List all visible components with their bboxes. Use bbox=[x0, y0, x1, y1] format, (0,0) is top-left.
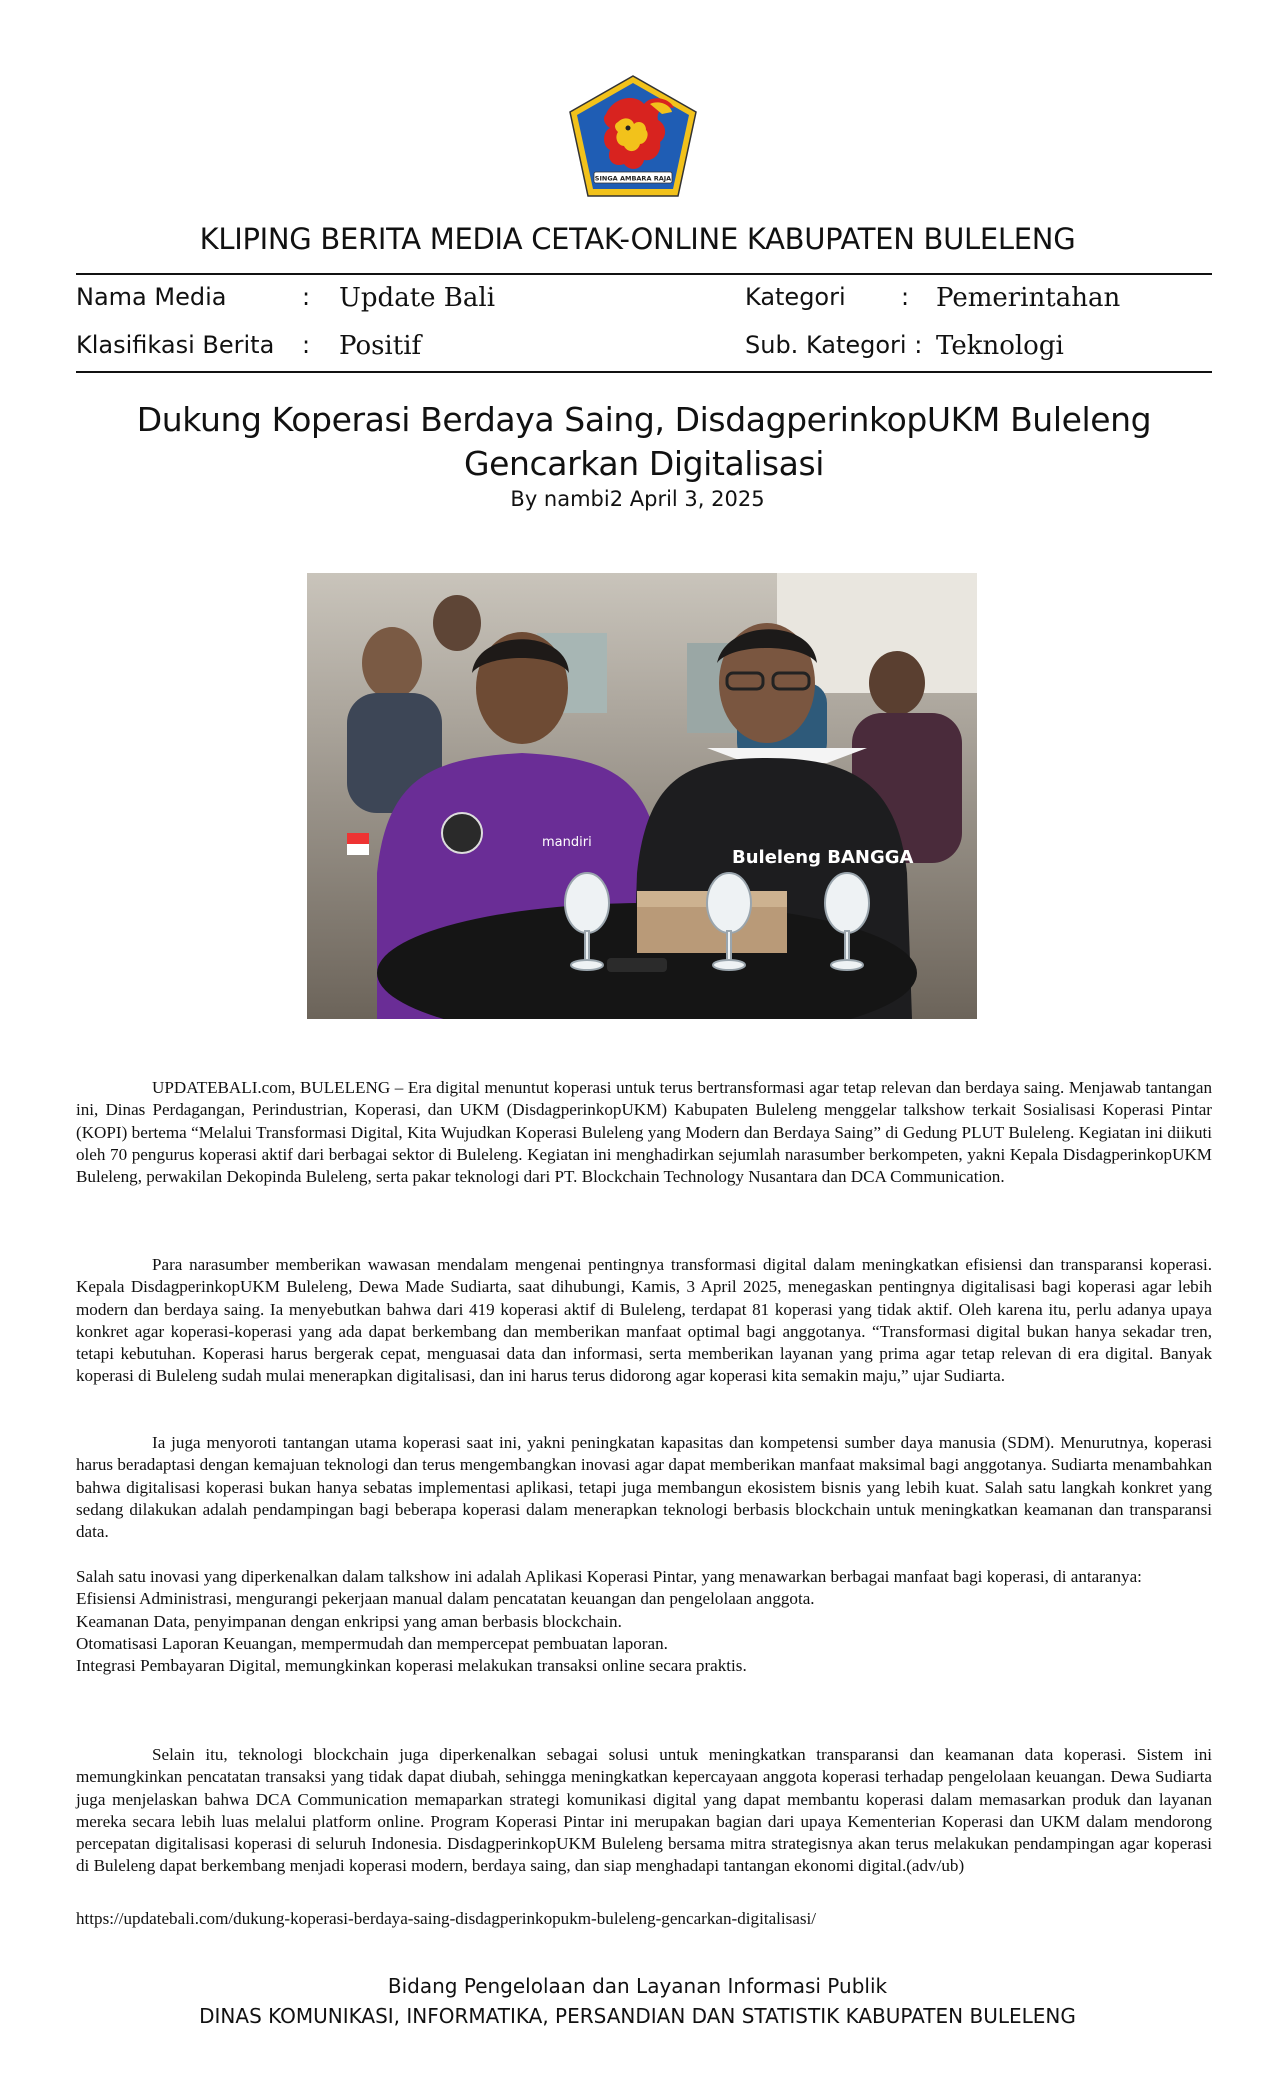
headline-line-1: Dukung Koperasi Berdaya Saing, DisdagperinkopUKM Buleleng bbox=[136, 400, 1152, 439]
photo-shirt-logo: mandiri bbox=[542, 835, 592, 850]
divider-bottom bbox=[76, 371, 1212, 373]
kategori-value: Pemerintahan bbox=[936, 283, 1121, 313]
article-photo bbox=[307, 573, 977, 1019]
paragraph-text: UPDATEBALI.com, BULELENG – Era digital menuntut koperasi untuk terus bertransformasi agar tetap relevan dan berdaya saing. Menjawab tantangan ini, Dinas Perdagangan, Perindustrian, Koperasi, dan UKM (DisdagperinkopUKM) Kabupaten Buleleng menggelar talkshow terkait Sosialisasi Koperasi Pintar (KOPI) bertema “Melalui Transformasi Digital, Kita Wujudkan Koperasi Buleleng yang Modern dan Berdaya Saing” di Gedung PLUT Buleleng. Kegiatan ini diikuti oleh 70 pengurus koperasi aktif dari berbagai sektor di Buleleng. Kegiatan ini menghadirkan sejumlah narasumber berkompeten, yakni Kepala DisdagperinkopUKM Buleleng, perwakilan Dekopinda Buleleng, serta pakar teknologi dari PT. Blockchain Technology Nusantara dan DCA Communication. bbox=[76, 1078, 1212, 1187]
article-paragraph-4 bbox=[76, 1566, 1212, 1677]
article-paragraph-5 bbox=[76, 1744, 1212, 1878]
list-item: Efisiensi Administrasi, mengurangi pekerjaan manual dalam pencatatan keuangan dan pengelolaan anggota. bbox=[76, 1589, 815, 1609]
paragraph-text: Ia juga menyoroti tantangan utama koperasi saat ini, yakni peningkatan kapasitas dan kompetensi sumber daya manusia (SDM). Menurutnya, koperasi harus beradaptasi dengan kemajuan teknologi dan terus mengembangkan inovasi agar dapat memberikan manfaat maksimal bagi anggotanya. Sudiarta menambahkan bahwa digitalisasi koperasi bukan hanya sebatas implementasi aplikasi, tetapi juga membangun ekosistem bisnis yang lebih kuat. Salah satu langkah konkret yang sedang dilakukan adalah pendampingan bagi beberapa koperasi dalam menerapkan teknologi berbasis blockchain untuk meningkatkan keamanan dan transparansi data. bbox=[76, 1433, 1212, 1542]
source-url[interactable]: https://updatebali.com/dukung-koperasi-berdaya-saing-disdagperinkopukm-buleleng-gencarkan-digitalisasi/ bbox=[76, 1909, 817, 1928]
klasifikasi-label: Klasifikasi Berita bbox=[76, 331, 275, 359]
colon: : bbox=[302, 283, 311, 311]
emblem-motto: SINGA AMBARA RAJA bbox=[594, 174, 672, 183]
article-paragraph-2 bbox=[76, 1254, 1212, 1388]
kategori-label: Kategori bbox=[745, 283, 846, 311]
masthead-title: KLIPING BERITA MEDIA CETAK-ONLINE KABUPATEN BULELENG bbox=[199, 222, 1076, 256]
colon: : bbox=[302, 331, 311, 359]
klasifikasi-value: Positif bbox=[339, 331, 422, 361]
footer-agency: DINAS KOMUNIKASI, INFORMATIKA, PERSANDIAN DAN STATISTIK KABUPATEN BULELENG bbox=[199, 2004, 1076, 2028]
article-paragraph-1 bbox=[76, 1077, 1212, 1188]
list-item: Keamanan Data, penyimpanan dengan enkripsi yang aman berbasis blockchain. bbox=[76, 1611, 622, 1631]
photo-shirt-text: Buleleng BANGGA bbox=[732, 847, 914, 868]
headline-line-2: Gencarkan Digitalisasi bbox=[463, 444, 825, 483]
divider-top bbox=[76, 273, 1212, 275]
colon: : bbox=[901, 283, 910, 311]
media-label: Nama Media bbox=[76, 283, 227, 311]
article-byline: By nambi2 April 3, 2025 bbox=[510, 487, 765, 511]
paragraph-text: Selain itu, teknologi blockchain juga diperkenalkan sebagai solusi untuk meningkatkan transparansi dan keamanan data koperasi. Sistem ini memungkinkan pencatatan transaksi yang tidak dapat diubah, sehingga meningkatkan kepercayaan anggota koperasi terhadap pengelolaan keuangan. Dewa Sudiarta juga menjelaskan bahwa DCA Communication memaparkan strategi komunikasi digital yang dapat membantu koperasi dalam memasarkan produk dan layanan mereka secara lebih luas melalui platform online. Program Koperasi Pintar ini merupakan bagian dari upaya Kementerian Koperasi dan UKM dalam mendorong percepatan digitalisasi koperasi di seluruh Indonesia. DisdagperinkopUKM Buleleng bersama mitra strategisnya akan terus melakukan pendampingan agar koperasi di Buleleng dapat berkembang menjadi koperasi modern, berdaya saing, dan siap menghadapi tantangan ekonomi digital.(adv/ub) bbox=[76, 1745, 1212, 1876]
article-paragraph-3 bbox=[76, 1432, 1212, 1543]
media-value: Update Bali bbox=[339, 283, 496, 313]
footer-division: Bidang Pengelolaan dan Layanan Informasi Publik bbox=[387, 1974, 888, 1998]
article-headline bbox=[76, 398, 1212, 486]
buleleng-emblem bbox=[566, 74, 700, 200]
list-item: Otomatisasi Laporan Keuangan, mempermudah dan mempercepat pembuatan laporan. bbox=[76, 1633, 668, 1653]
paragraph-text: Salah satu inovasi yang diperkenalkan dalam talkshow ini adalah Aplikasi Koperasi Pintar, yang menawarkan berbagai manfaat bagi koperasi, di antaranya: bbox=[76, 1567, 1142, 1586]
subkategori-label: Sub. Kategori : bbox=[745, 331, 923, 359]
subkategori-value: Teknologi bbox=[936, 331, 1064, 361]
paragraph-text: Para narasumber memberikan wawasan mendalam mengenai pentingnya transformasi digital dalam meningkatkan efisiensi dan transparansi koperasi. Kepala DisdagperinkopUKM Buleleng, Dewa Made Sudiarta, saat dihubungi, Kamis, 3 April 2025, menegaskan pentingnya digitalisasi bagi koperasi agar lebih modern dan berdaya saing. Ia menyebutkan bahwa dari 419 koperasi aktif di Buleleng, terdapat 81 koperasi yang tidak aktif. Oleh karena itu, perlu adanya upaya konkret agar koperasi-koperasi yang ada dapat berkembang dan memberikan manfaat optimal bagi anggotanya. “Transformasi digital bukan hanya sekadar tren, tetapi kebutuhan. Koperasi harus bergerak cepat, menguasai data dan informasi, serta memberikan layanan yang prima agar tetap relevan di era digital. Banyak koperasi di Buleleng sudah mulai menerapkan digitalisasi, dan ini harus terus didorong agar koperasi kita semakin maju,” ujar Sudiarta. bbox=[76, 1255, 1212, 1386]
list-item: Integrasi Pembayaran Digital, memungkinkan koperasi melakukan transaksi online secara praktis. bbox=[76, 1656, 747, 1676]
